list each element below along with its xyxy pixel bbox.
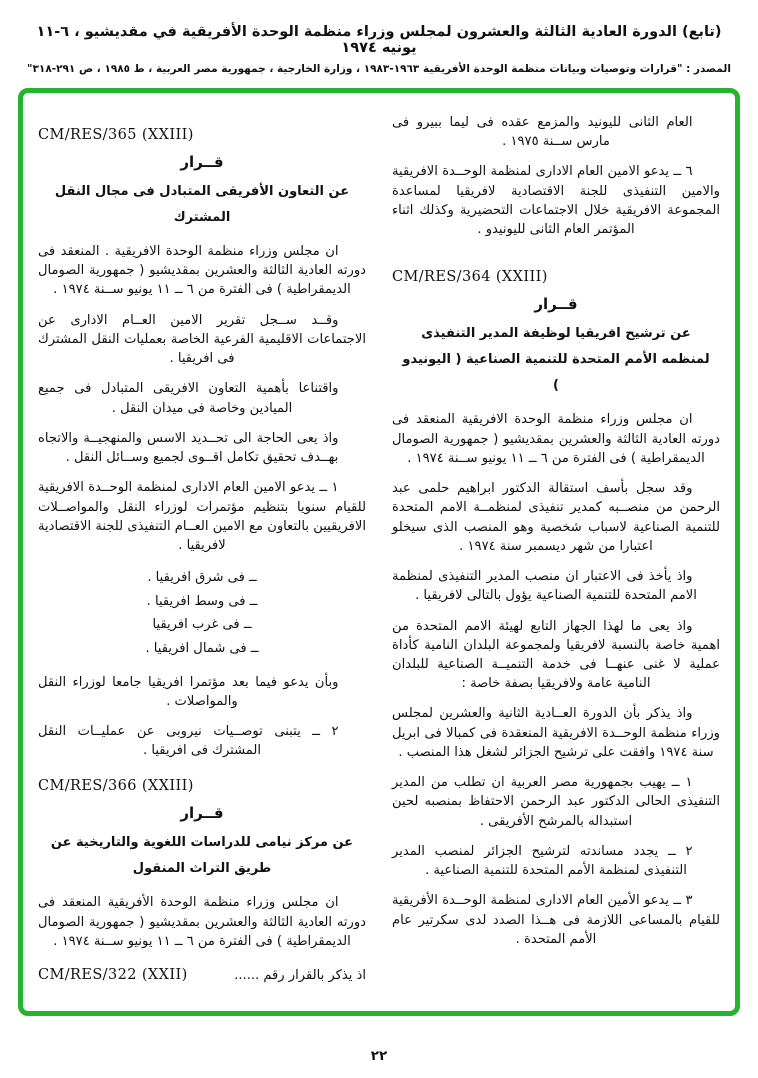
list-item: ــ فى شمال افريقيا . bbox=[145, 640, 259, 656]
recall-arabic-text: اذ يذكر بالقرار رقم ...... bbox=[234, 968, 366, 984]
column-right bbox=[392, 113, 720, 1003]
source-citation: المصدر : "قرارات وتوصيات وبيانات منظمة الوحدة الأفريقية ١٩٦٣-١٩٨٣ ، وزارة الخارجية ، جمهورية مصر العربية ، ط ١٩٨٥ ، ص ٢٩١-٣١٨" bbox=[27, 63, 731, 75]
paragraph: واذ يعى الحاجة الى تحــديد الاسس والمنهجيــة والاتجاه بهــدف تحقيق تكامل اقــوى لجميع وســائل النقل . bbox=[38, 430, 339, 466]
page-number: ٢٢ bbox=[370, 1048, 388, 1064]
resolution-title: قــرار bbox=[534, 295, 578, 314]
list-item: ــ فى وسط افريقيا . bbox=[146, 593, 258, 609]
paragraph: واذ يعى ما لهذا الجهاز التابع لهيئة الامم المتحدة من اهمية خاصة بالنسبة لافريقيا ولمجموعة البلدان النامية كأداة عملية لا غنى عنهــا فى خدمة التنميــة الصناعية للبلدان النامية عامة ولافريقيا بصفة خاصة : bbox=[392, 618, 720, 692]
paragraph: وبأن يدعو فيما بعد مؤتمرا افريقيا جامعا لوزراء النقل والمواصلات . bbox=[38, 674, 339, 709]
resolution-subtitle-365: عن التعاون الأفريقى المتبادل فى مجال النقل المشترك bbox=[54, 184, 350, 225]
green-border-frame bbox=[18, 88, 740, 1016]
paragraph-item-1: ١ ــ يدعو الامين العام الادارى لمنظمة الوحــدة الافريقية للقيام سنويا بتنظيم مؤتمرات لوزراء النقل والمواصــلات الافريقيين بالتعاون مع الامين العــام التنفيذى للجنة الاقتصادية لافريقيا . bbox=[38, 480, 366, 554]
paragraph-continuation: العام الثانى لليونيد والمزمع عقده فى ليما ببيرو فى مارس ســنة ١٩٧٥ . bbox=[392, 115, 693, 150]
column-left bbox=[38, 113, 366, 1003]
paragraph-item-2: ٢ ــ يتبنى توصــيات نيروبى عن عمليــات النقل المشترك فى افريقيا . bbox=[38, 724, 339, 759]
paragraph: وقــد ســجل تقرير الامين العــام الادارى عن الاجتماعات الاقليمية الفرعية الخاصة بعمليات النقل المشترك فى افريقيا . bbox=[38, 312, 366, 367]
region-list bbox=[38, 566, 366, 660]
document-header bbox=[0, 0, 758, 75]
paragraph: ان مجلس وزراء منظمة الوحدة الافريقية المنعقد فى دورته العادية الثالثة والعشرين بمقديشيو ( جمهورية الصومال الديمقراطية ) فى الفترة من ٦ ــ ١١ يونيو ســنة ١٩٧٤ . bbox=[392, 412, 720, 466]
paragraph-item-2: ٢ ــ يجدد مساندته لترشيح الجزائر لمنصب المدير التنفيذى لمنظمة الأمم المتحدة للتنمية الصناعية . bbox=[392, 843, 693, 879]
resolution-subtitle-366: عن مركز نيامى للدراسات اللغوية والتاريخية عن طريق التراث المنقول bbox=[50, 835, 354, 877]
resolution-title: قــرار bbox=[180, 153, 224, 171]
paragraph: واقتناعا بأهمية التعاون الافريقى المتبادل فى جميع الميادين وخاصة فى ميدان النقل . bbox=[38, 381, 339, 416]
paragraph: واذ يذكر بأن الدورة العــادية الثانية والعشرين لمجلس وزراء منظمة الوحــدة الافريقية المنعقدة فى كمبالا فى ابريل سنة ١٩٧٤ وافقت على ترشيح الجزائر لشغل هذا المنصب . bbox=[392, 706, 720, 760]
list-item: ــ فى غرب افريقيا bbox=[152, 617, 252, 633]
resolution-subtitle-364: عن ترشيح افريقيا لوظيفة المدير التنفيذى لمنظمه الأمم المتحدة للتنمية الصناعية ( اليونيدو ) bbox=[402, 326, 710, 394]
paragraph-item-6: ٦ ــ يدعو الامين العام الادارى لمنظمة الوحــدة الافريقية والامين التنفيذى للجنة الاقتصادية لافريقيا لمساعدة المجموعة الافريقية خلال الاجتماعات التحضيرية وكذلك اثناء المؤتمر العام الثانى لليونيدو . bbox=[392, 164, 720, 238]
session-title: (تابع) الدورة العادية الثالثة والعشرون لمجلس وزراء منظمة الوحدة الأفريقية في مقديشيو ، ٦-١١ يونيه ١٩٧٤ bbox=[36, 24, 722, 56]
resolution-ref-322: CM/RES/322 (XXII) bbox=[38, 967, 188, 984]
resolution-ref-364: CM/RES/364 (XXIII) bbox=[392, 269, 548, 286]
paragraph-item-1: ١ ــ يهيب بجمهورية مصر العربية ان تطلب من المدير التنفيذى الحالى الدكتور عبد الرحمن الاحتفاظ بمنصبه لحين استبداله بالمرشح الأفريقى . bbox=[392, 775, 720, 829]
resolution-title: قــرار bbox=[180, 804, 224, 823]
paragraph: وقد سجل بأسف استقالة الدكتور ابراهيم حلمى عبد الرحمن من منصــبه كمدير تنفيذى لمنظمــة الامم المتحدة للتنمية الصناعية لاسباب شخصية وهو المنصب الذى سيخلو اعتبارا من شهر ديسمبر سنة ١٩٧٤ . bbox=[392, 481, 720, 554]
two-column-layout bbox=[38, 113, 720, 1003]
paragraph: ان مجلس وزراء منظمة الوحدة الأفريقية المنعقد فى دورته العادية الثالثة والعشرين بمقديشيو ( جمهورية الصومال الديمقراطية ) فى الفترة من ٦ ــ ١١ يونيو ســنة ١٩٧٤ . bbox=[38, 895, 366, 949]
paragraph: ان مجلس وزراء منظمة الوحدة الافريقية . المنعقد فى دورته العادية الثالثة والعشرين بمقديشيو ( جمهورية الصومال الديمقراطية ) فى الفترة من ٦ ــ ١١ يونيو ســنة ١٩٧٤ . bbox=[38, 244, 366, 298]
resolution-ref-366: CM/RES/366 (XXIII) bbox=[38, 778, 194, 795]
resolution-ref-365: CM/RES/365 (XXIII) bbox=[38, 127, 194, 143]
list-item: ــ فى شرق افريقيا . bbox=[147, 570, 257, 586]
recall-resolution-line bbox=[38, 967, 366, 983]
paragraph-item-3: ٣ ــ يدعو الأمين العام الادارى لمنظمة الوحــدة الأفريقية للقيام بالمساعى اللازمة فى هــذا الصدد لدى سكرتير عام الأمم المتحدة . bbox=[392, 893, 720, 947]
paragraph: واذ يأخذ فى الاعتبار ان منصب المدير التنفيذى لمنظمة الامم المتحدة للتنمية الصناعية يؤول بالتالى لافريقيا . bbox=[392, 569, 697, 604]
